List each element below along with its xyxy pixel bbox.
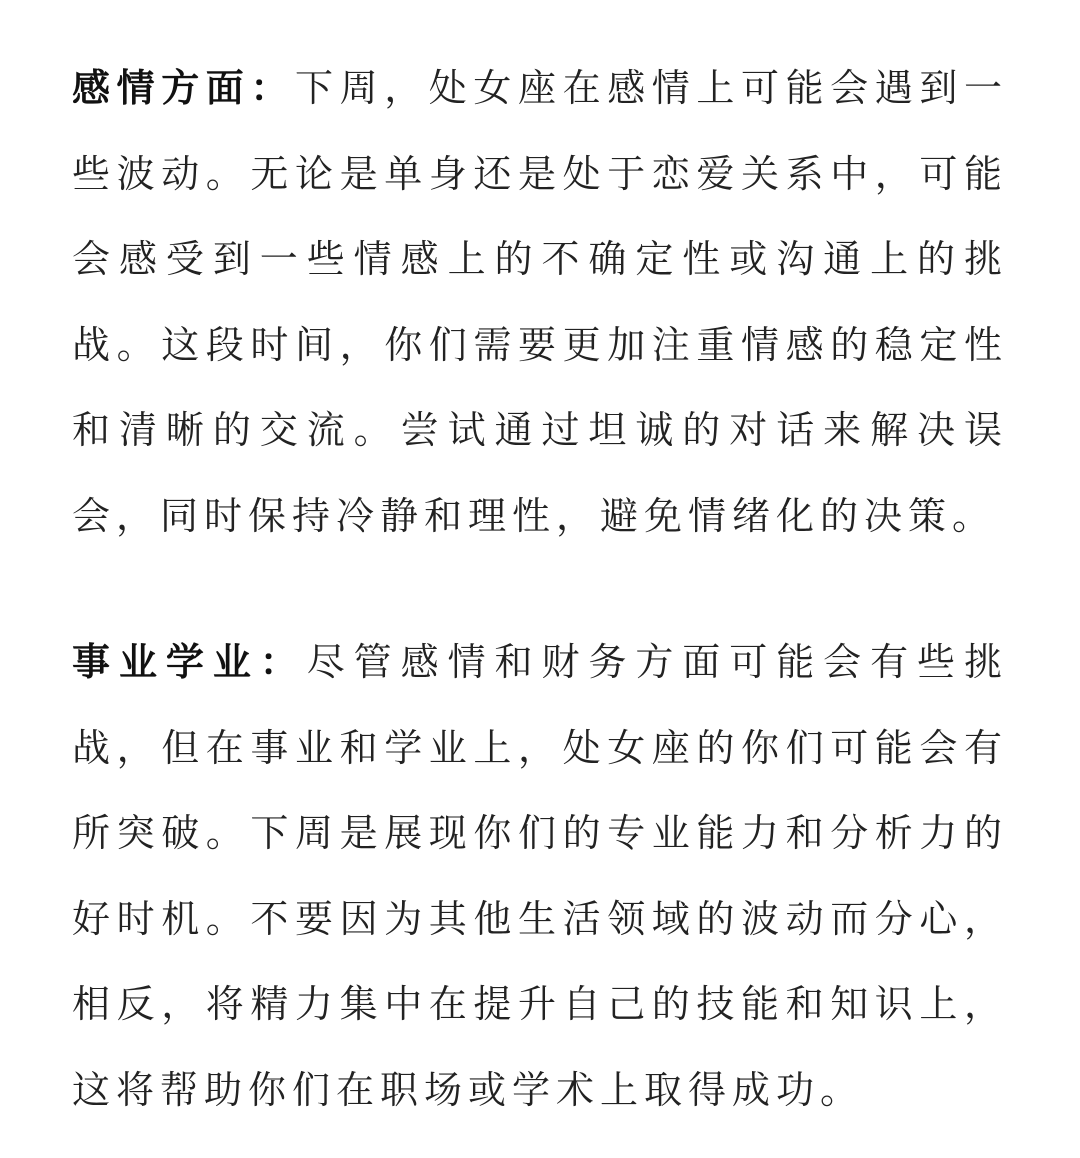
love-section-heading: 感情方面： (72, 66, 295, 110)
horoscope-article (72, 46, 1008, 1133)
career-section-body: 尽管感情和财务方面可能会有些挑战，但在事业和学业上，处女座的你们可能会有所突破。下周是展现你们的专业能力和分析力的好时机。不要因为其他生活领域的波动而分心，相反，将精力集中在提升自己的技能和知识上，这将帮助你们在职场或学术上取得成功。 (72, 640, 1008, 1112)
career-section-heading: 事业学业： (72, 640, 307, 684)
career-section (72, 620, 1008, 1133)
love-section-body: 下周，处女座在感情上可能会遇到一些波动。无论是单身还是处于恋爱关系中，可能会感受到一些情感上的不确定性或沟通上的挑战。这段时间，你们需要更加注重情感的稳定性和清晰的交流。尝试通过坦诚的对话来解决误会，同时保持冷静和理性，避免情绪化的决策。 (72, 66, 1008, 538)
love-section (72, 46, 1008, 559)
